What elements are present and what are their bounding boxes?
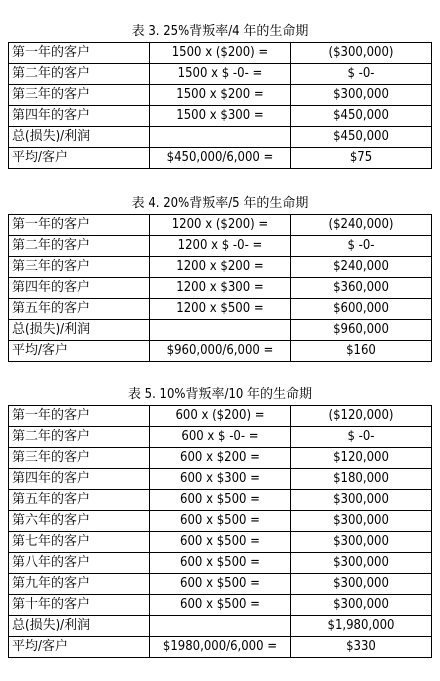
row-label: 第七年的客户 bbox=[9, 532, 150, 553]
row-formula: 1200 x ($200) = bbox=[150, 215, 291, 236]
row-label: 总(损失)/利润 bbox=[9, 616, 150, 637]
row-formula bbox=[150, 127, 291, 148]
row-formula: 1500 x $300 = bbox=[150, 106, 291, 127]
table-row bbox=[9, 595, 432, 616]
table-row bbox=[9, 469, 432, 490]
row-amount: ($240,000) bbox=[291, 215, 432, 236]
row-amount: $600,000 bbox=[291, 299, 432, 320]
row-formula: 1200 x $300 = bbox=[150, 278, 291, 299]
row-label: 第五年的客户 bbox=[9, 299, 150, 320]
row-formula: $960,000/6,000 = bbox=[150, 341, 291, 362]
row-formula: 600 x $300 = bbox=[150, 469, 291, 490]
table-4-block bbox=[8, 194, 432, 362]
row-label: 第四年的客户 bbox=[9, 106, 150, 127]
row-label: 第三年的客户 bbox=[9, 257, 150, 278]
row-amount: $ -0- bbox=[291, 427, 432, 448]
table-5 bbox=[8, 405, 432, 658]
row-amount: $1,980,000 bbox=[291, 616, 432, 637]
row-amount: $960,000 bbox=[291, 320, 432, 341]
row-label: 第十年的客户 bbox=[9, 595, 150, 616]
row-amount: $300,000 bbox=[291, 532, 432, 553]
row-formula: 600 x $200 = bbox=[150, 448, 291, 469]
row-formula: $450,000/6,000 = bbox=[150, 148, 291, 169]
table-4 bbox=[8, 214, 432, 362]
row-amount: $ -0- bbox=[291, 236, 432, 257]
row-label: 平均/客户 bbox=[9, 341, 150, 362]
row-formula bbox=[150, 320, 291, 341]
table-row bbox=[9, 106, 432, 127]
row-amount: $120,000 bbox=[291, 448, 432, 469]
table-3 bbox=[8, 42, 432, 169]
row-amount: $180,000 bbox=[291, 469, 432, 490]
table-row bbox=[9, 299, 432, 320]
row-formula: 600 x $500 = bbox=[150, 511, 291, 532]
row-label: 第一年的客户 bbox=[9, 406, 150, 427]
row-label: 总(损失)/利润 bbox=[9, 320, 150, 341]
table-row bbox=[9, 406, 432, 427]
row-amount: $300,000 bbox=[291, 574, 432, 595]
row-amount: $240,000 bbox=[291, 257, 432, 278]
table-row bbox=[9, 43, 432, 64]
table-4-caption: 表 4. 20%背叛率/5 年的生命期 bbox=[131, 196, 309, 211]
row-amount: $360,000 bbox=[291, 278, 432, 299]
row-label: 第二年的客户 bbox=[9, 236, 150, 257]
row-label: 第二年的客户 bbox=[9, 64, 150, 85]
row-label: 平均/客户 bbox=[9, 148, 150, 169]
table-row-total bbox=[9, 320, 432, 341]
row-formula: 600 x ($200) = bbox=[150, 406, 291, 427]
row-formula: 1200 x $500 = bbox=[150, 299, 291, 320]
table-row bbox=[9, 553, 432, 574]
table-row bbox=[9, 532, 432, 553]
table-5-block bbox=[8, 385, 432, 658]
row-formula: 600 x $ -0- = bbox=[150, 427, 291, 448]
row-label: 总(损失)/利润 bbox=[9, 127, 150, 148]
row-amount: $300,000 bbox=[291, 595, 432, 616]
row-label: 第六年的客户 bbox=[9, 511, 150, 532]
row-label: 第一年的客户 bbox=[9, 215, 150, 236]
row-amount: ($300,000) bbox=[291, 43, 432, 64]
row-amount: $ -0- bbox=[291, 64, 432, 85]
row-label: 第三年的客户 bbox=[9, 85, 150, 106]
row-formula bbox=[150, 616, 291, 637]
row-formula: 1500 x ($200) = bbox=[150, 43, 291, 64]
row-amount: $160 bbox=[291, 341, 432, 362]
row-formula: 600 x $500 = bbox=[150, 574, 291, 595]
row-amount: $450,000 bbox=[291, 127, 432, 148]
table-row bbox=[9, 236, 432, 257]
table-row-average bbox=[9, 637, 432, 658]
table-row-total bbox=[9, 616, 432, 637]
row-formula: 600 x $500 = bbox=[150, 532, 291, 553]
row-amount: $300,000 bbox=[291, 553, 432, 574]
row-amount: $75 bbox=[291, 148, 432, 169]
row-label: 第四年的客户 bbox=[9, 278, 150, 299]
row-label: 第八年的客户 bbox=[9, 553, 150, 574]
row-formula: 1200 x $ -0- = bbox=[150, 236, 291, 257]
table-row bbox=[9, 427, 432, 448]
row-label: 平均/客户 bbox=[9, 637, 150, 658]
table-row bbox=[9, 278, 432, 299]
table-row-average bbox=[9, 148, 432, 169]
row-amount: $300,000 bbox=[291, 511, 432, 532]
table-row bbox=[9, 257, 432, 278]
row-label: 第一年的客户 bbox=[9, 43, 150, 64]
row-formula: 1500 x $200 = bbox=[150, 85, 291, 106]
row-label: 第二年的客户 bbox=[9, 427, 150, 448]
table-3-block bbox=[8, 22, 432, 169]
row-amount: ($120,000) bbox=[291, 406, 432, 427]
table-row bbox=[9, 448, 432, 469]
table-row bbox=[9, 85, 432, 106]
row-amount: $300,000 bbox=[291, 490, 432, 511]
row-label: 第四年的客户 bbox=[9, 469, 150, 490]
row-formula: 600 x $500 = bbox=[150, 553, 291, 574]
row-amount: $300,000 bbox=[291, 85, 432, 106]
table-row bbox=[9, 511, 432, 532]
row-formula: 600 x $500 = bbox=[150, 595, 291, 616]
table-row bbox=[9, 574, 432, 595]
table-5-caption: 表 5. 10%背叛率/10 年的生命期 bbox=[127, 387, 313, 402]
table-row bbox=[9, 64, 432, 85]
table-row-total bbox=[9, 127, 432, 148]
table-row bbox=[9, 215, 432, 236]
row-formula: 1200 x $200 = bbox=[150, 257, 291, 278]
table-row-average bbox=[9, 341, 432, 362]
table-row bbox=[9, 490, 432, 511]
row-amount: $450,000 bbox=[291, 106, 432, 127]
row-label: 第九年的客户 bbox=[9, 574, 150, 595]
row-formula: 600 x $500 = bbox=[150, 490, 291, 511]
table-3-caption: 表 3. 25%背叛率/4 年的生命期 bbox=[131, 24, 309, 39]
row-amount: $330 bbox=[291, 637, 432, 658]
row-label: 第五年的客户 bbox=[9, 490, 150, 511]
row-formula: $1980,000/6,000 = bbox=[150, 637, 291, 658]
row-label: 第三年的客户 bbox=[9, 448, 150, 469]
row-formula: 1500 x $ -0- = bbox=[150, 64, 291, 85]
